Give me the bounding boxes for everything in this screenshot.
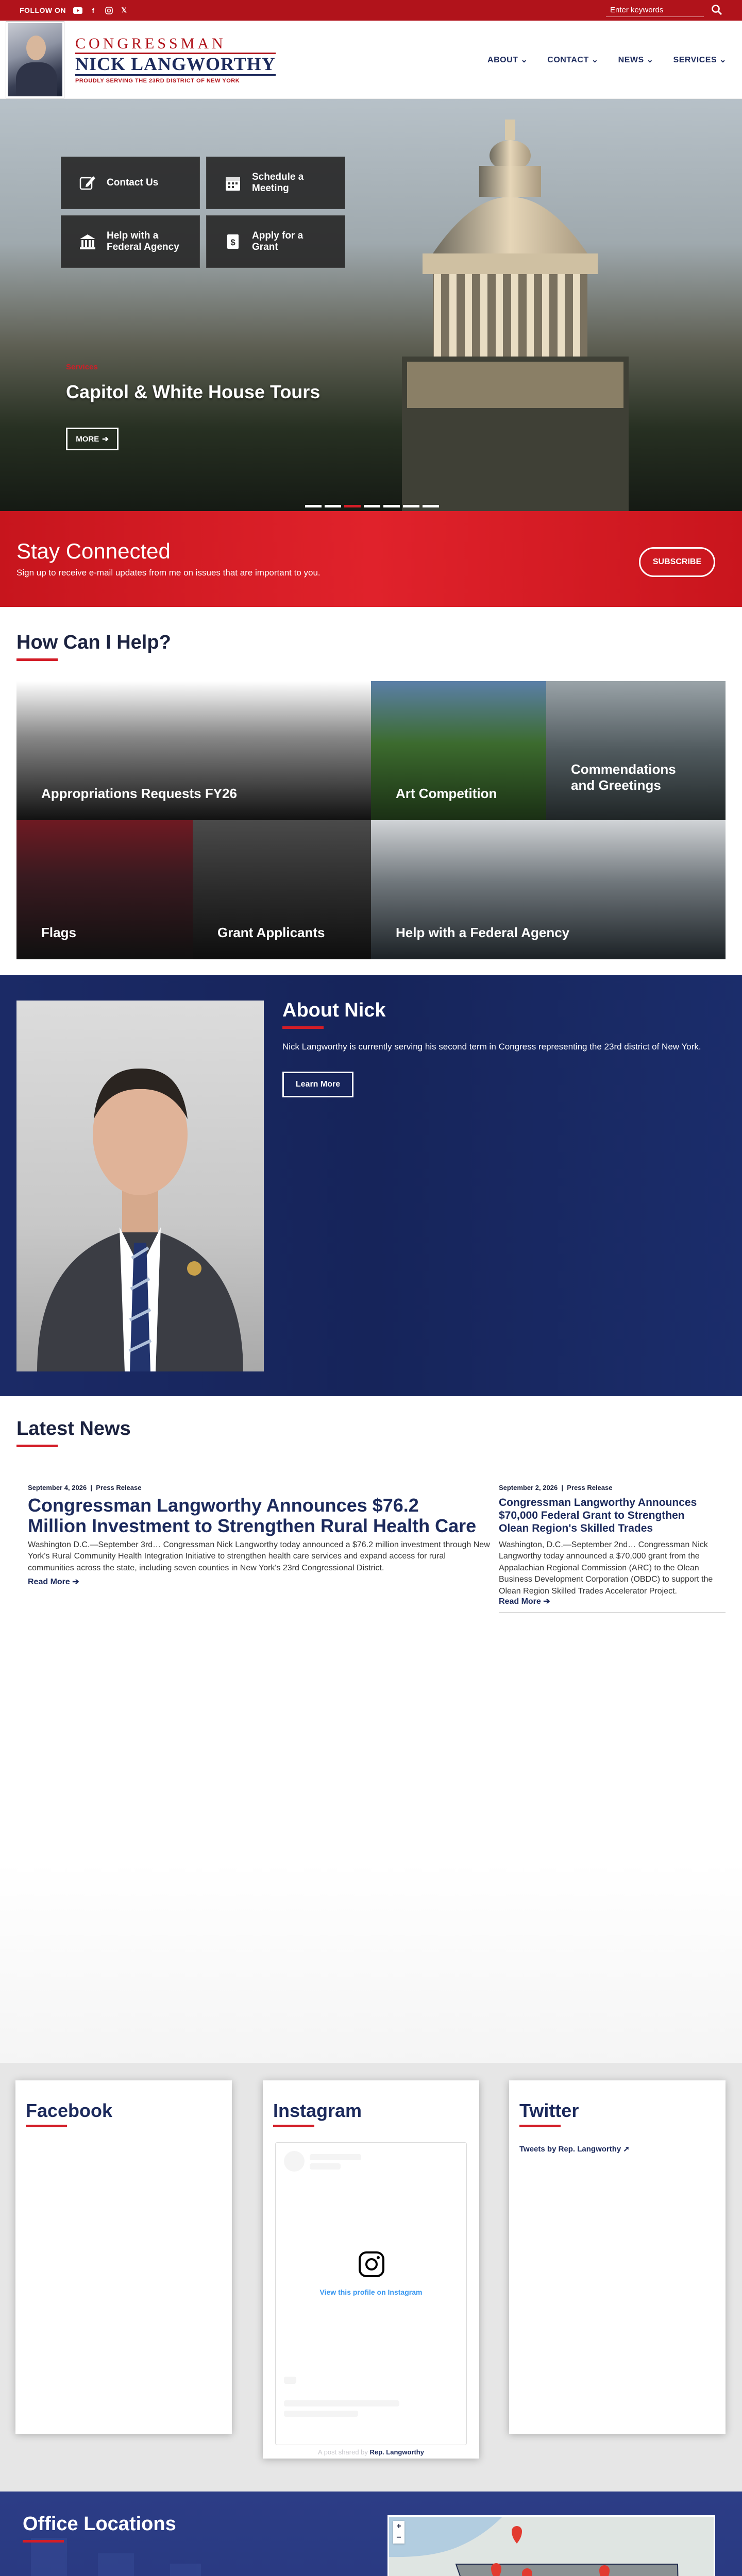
slider-dot[interactable] — [305, 505, 322, 507]
bank-icon — [79, 233, 96, 250]
map-zoom-controls[interactable]: + − — [393, 2521, 404, 2544]
read-more-link[interactable]: Read More ➔ — [28, 1578, 79, 1586]
quick-link-federal-agency[interactable]: Help with a Federal Agency — [61, 215, 200, 268]
calendar-icon — [224, 174, 242, 192]
facebook-panel — [15, 2080, 232, 2434]
slider-dot[interactable] — [344, 505, 361, 507]
top-bar — [0, 0, 742, 21]
search-icon[interactable] — [711, 4, 722, 17]
search-input[interactable] — [606, 4, 704, 17]
subscribe-button[interactable]: SUBSCRIBE — [639, 547, 715, 577]
title-underline — [16, 1445, 58, 1447]
title-underline — [16, 658, 58, 661]
slide-title: Capitol & White House Tours — [66, 381, 321, 402]
office-map[interactable] — [387, 2515, 715, 2576]
logo-name: NICK LANGWORTHY — [75, 53, 276, 76]
instagram-panel — [263, 2080, 479, 2459]
office-locations-section — [0, 2492, 742, 2576]
capitol-dome-image — [402, 120, 629, 511]
site-logo[interactable] — [75, 35, 276, 84]
x-icon[interactable]: 𝕏 — [121, 6, 127, 14]
help-card-commendations[interactable]: Commendations and Greetings — [546, 681, 726, 820]
hero-slider — [0, 99, 742, 511]
instagram-icon[interactable] — [104, 6, 113, 15]
news-title[interactable]: Congressman Langworthy Announces $70,000 Federal Grant to Strengthen Olean Region's Skilled Trades — [499, 1497, 697, 1535]
about-title: About Nick — [282, 999, 386, 1021]
logo-title: CONGRESSMAN — [75, 35, 226, 52]
help-card-federal-agency[interactable]: Help with a Federal Agency — [371, 820, 726, 959]
edit-icon — [79, 174, 96, 192]
slider-dot[interactable] — [403, 505, 419, 507]
latest-news-section — [0, 1396, 742, 2063]
section-title: Latest News — [16, 1418, 131, 1439]
quick-link-apply-grant[interactable]: $ Apply for a Grant — [206, 215, 345, 268]
title-underline — [282, 1026, 324, 1029]
stay-connected-text: Sign up to receive e-mail updates from me on issues that are important to you. — [16, 568, 321, 578]
quick-link-contact-us[interactable]: Contact Us — [61, 157, 200, 209]
main-nav — [487, 55, 727, 65]
instagram-title: Instagram — [273, 2100, 362, 2121]
instagram-icon — [358, 2251, 385, 2278]
youtube-icon[interactable] — [73, 6, 82, 15]
nav-contact[interactable]: CONTACT ⌄ — [547, 55, 599, 64]
nav-about[interactable]: ABOUT ⌄ — [487, 55, 528, 64]
search — [606, 4, 722, 17]
twitter-timeline-link[interactable]: Tweets by Rep. Langworthy ➚ — [519, 2145, 630, 2154]
nav-services[interactable]: SERVICES ⌄ — [673, 55, 727, 64]
header-portrait — [6, 22, 64, 98]
help-card-art-competition[interactable]: Art Competition — [371, 681, 546, 820]
money-icon — [224, 233, 242, 250]
news-meta: September 2, 2026 | Press Release — [499, 1484, 613, 1492]
logo-tagline: PROUDLY SERVING THE 23RD DISTRICT OF NEW YORK — [75, 78, 240, 84]
slider-dot[interactable] — [383, 505, 400, 507]
facebook-icon[interactable]: f — [92, 6, 95, 14]
social-feeds-section — [0, 2063, 742, 2492]
official-portrait — [16, 1001, 264, 1371]
section-title: How Can I Help? — [16, 632, 171, 653]
help-card-appropriations[interactable]: Appropriations Requests FY26 — [16, 681, 371, 820]
offices-title: Office Locations — [23, 2513, 176, 2535]
slider-dot[interactable] — [423, 505, 439, 507]
instagram-caption: A post shared by Rep. Langworthy — [318, 2448, 424, 2456]
about-section — [0, 975, 742, 1396]
how-can-i-help-section — [0, 607, 742, 975]
svg-text:$: $ — [230, 238, 235, 247]
slider-dot[interactable] — [325, 505, 341, 507]
slider-dots — [305, 505, 439, 507]
slide-more-button[interactable]: MORE ➔ — [66, 428, 119, 450]
slider-dot[interactable] — [364, 505, 380, 507]
help-card-grant-applicants[interactable]: Grant Applicants — [193, 820, 371, 959]
stay-connected-title: Stay Connected — [16, 539, 171, 563]
quick-link-schedule-meeting[interactable]: Schedule a Meeting — [206, 157, 345, 209]
social-links — [73, 6, 129, 15]
about-text: Nick Langworthy is currently serving his second term in Congress representing the 23rd district of New York. — [282, 1042, 701, 1052]
news-body: Washington D.C.—September 3rd… Congressman Nick Langworthy today announced a $76.2 million investment through New York's Rural Community Health Integration Initiative to strengthen health care services and expand access for rural communities across the state, including seven counties in New York's 23rd Congressional District. — [28, 1540, 490, 1572]
arrow-right-icon: ➔ — [102, 435, 109, 444]
twitter-title: Twitter — [519, 2100, 579, 2121]
news-title[interactable]: Congressman Langworthy Announces $76.2 Million Investment to Strengthen Rural Health Care — [28, 1495, 477, 1537]
stay-connected-banner — [0, 511, 742, 607]
nav-news[interactable]: NEWS ⌄ — [618, 55, 654, 64]
instagram-embed[interactable] — [275, 2142, 467, 2445]
twitter-panel — [509, 2080, 726, 2434]
instagram-view-profile-link[interactable]: View this profile on Instagram — [319, 2288, 423, 2296]
learn-more-button[interactable]: Learn More — [282, 1072, 353, 1097]
help-card-flags[interactable]: Flags — [16, 820, 193, 959]
news-body: Washington, D.C.—September 2nd… Congressman Nick Langworthy today announced a $70,000 grant from the Appalachian Regional Commission (ARC) to the Olean Business Development Corporation (OBDC) to support the Olean Region Skilled Trades Accelerator Project. — [499, 1540, 713, 1596]
slide-category: Services — [66, 363, 98, 371]
site-header — [0, 21, 742, 99]
facebook-title: Facebook — [26, 2100, 113, 2121]
news-item[interactable] — [499, 1479, 726, 1613]
news-meta: September 4, 2026 | Press Release — [28, 1484, 142, 1492]
follow-label: FOLLOW ON — [20, 6, 66, 14]
title-underline — [23, 2540, 64, 2543]
read-more-link[interactable]: Read More ➔ — [499, 1597, 550, 1606]
